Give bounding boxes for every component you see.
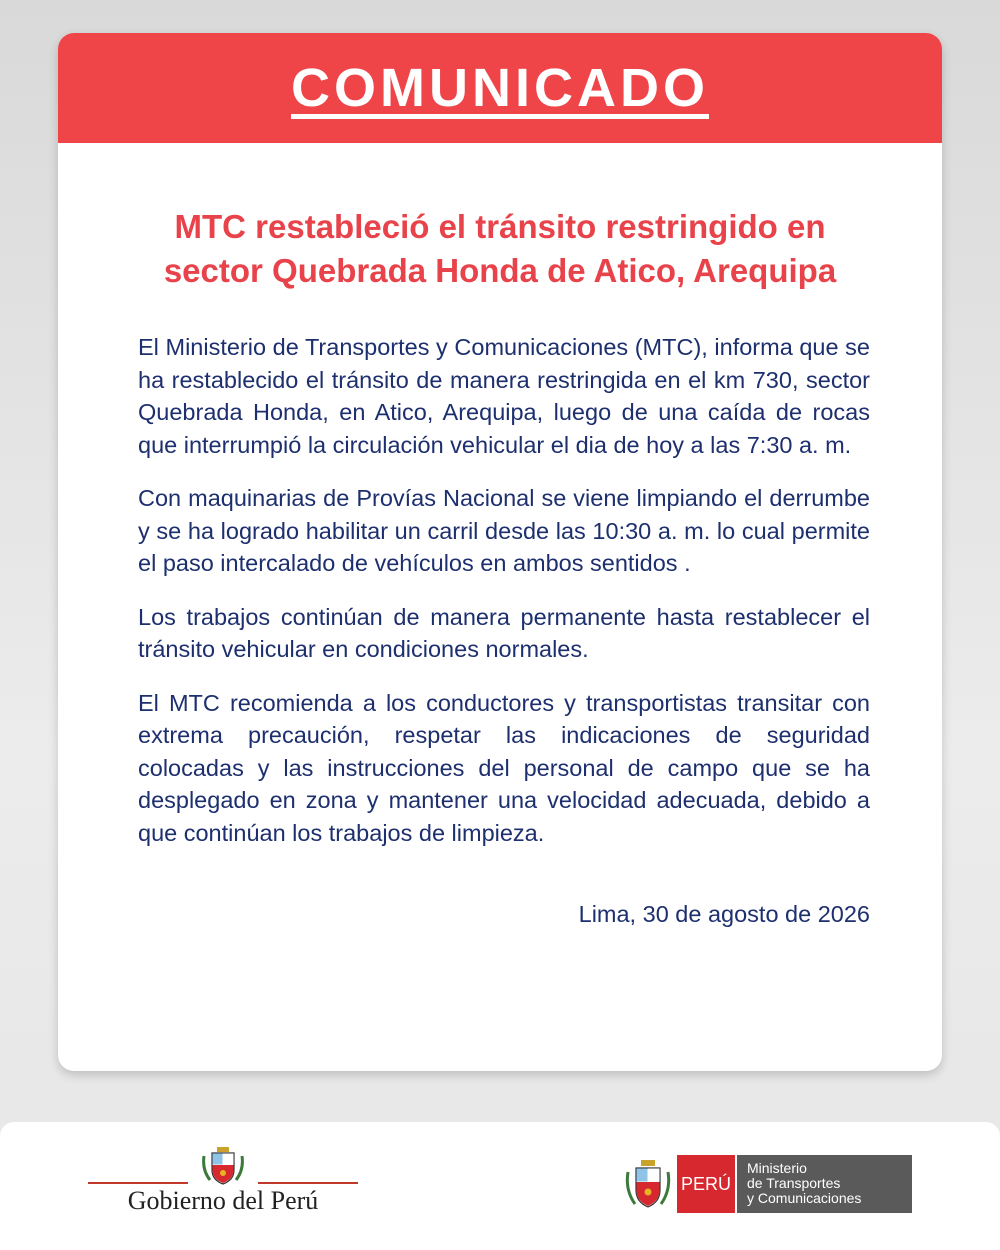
ministry-line-3: y Comunicaciones — [747, 1190, 862, 1206]
coat-of-arms-icon — [202, 1146, 244, 1186]
gobierno-logo — [88, 1122, 358, 1250]
paragraph-3: Los trabajos continúan de manera permanente hasta restablecer el tránsito vehicular en condiciones normales. — [138, 603, 870, 662]
announcement-card — [58, 33, 942, 1071]
ministry-line-2: de Transportes — [747, 1175, 841, 1191]
announcement-body — [138, 331, 870, 849]
coat-of-arms-icon — [625, 1158, 671, 1210]
ministry-label-box — [737, 1155, 912, 1213]
header-banner — [58, 33, 942, 143]
peru-label: PERÚ — [680, 1173, 731, 1194]
paragraph-4: El MTC recomienda a los conductores y transportistas transitar con extrema precaución, respetar las indicaciones de seguridad colocadas y las instrucciones del personal de campo que se ha desplegado en zona y mantener una velocidad adecuada, debido a que continúan los trabajos de limpieza. — [138, 689, 870, 846]
headline — [128, 205, 872, 293]
divider-left — [88, 1182, 188, 1184]
date-line: Lima, 30 de agosto de 2026 — [578, 901, 870, 927]
peru-label-box — [677, 1155, 735, 1213]
headline-line-2: sector Quebrada Honda de Atico, Arequipa — [163, 252, 837, 289]
headline-line-1: MTC restableció el tránsito restringido en — [174, 208, 826, 245]
footer — [0, 1122, 1000, 1250]
ministry-line-1: Ministerio — [747, 1160, 807, 1176]
divider-right — [258, 1182, 358, 1184]
paragraph-1: El Ministerio de Transportes y Comunicaciones (MTC), informa que se ha restablecido el tránsito de manera restringida en el km 730, sector Quebrada Honda, en Atico, Arequipa, luego de una caída de rocas que interrumpió la circulación vehicular el dia de hoy a las 7:30 a. m. — [138, 334, 870, 458]
gobierno-text: Gobierno del Perú — [127, 1186, 319, 1215]
banner-title: COMUNICADO — [291, 58, 709, 118]
paragraph-2: Con maquinarias de Provías Nacional se viene limpiando el derrumbe y se ha logrado habilitar un carril desde las 10:30 a. m. lo cual permite el paso intercalado de vehículos en ambos sentidos . — [138, 485, 870, 576]
